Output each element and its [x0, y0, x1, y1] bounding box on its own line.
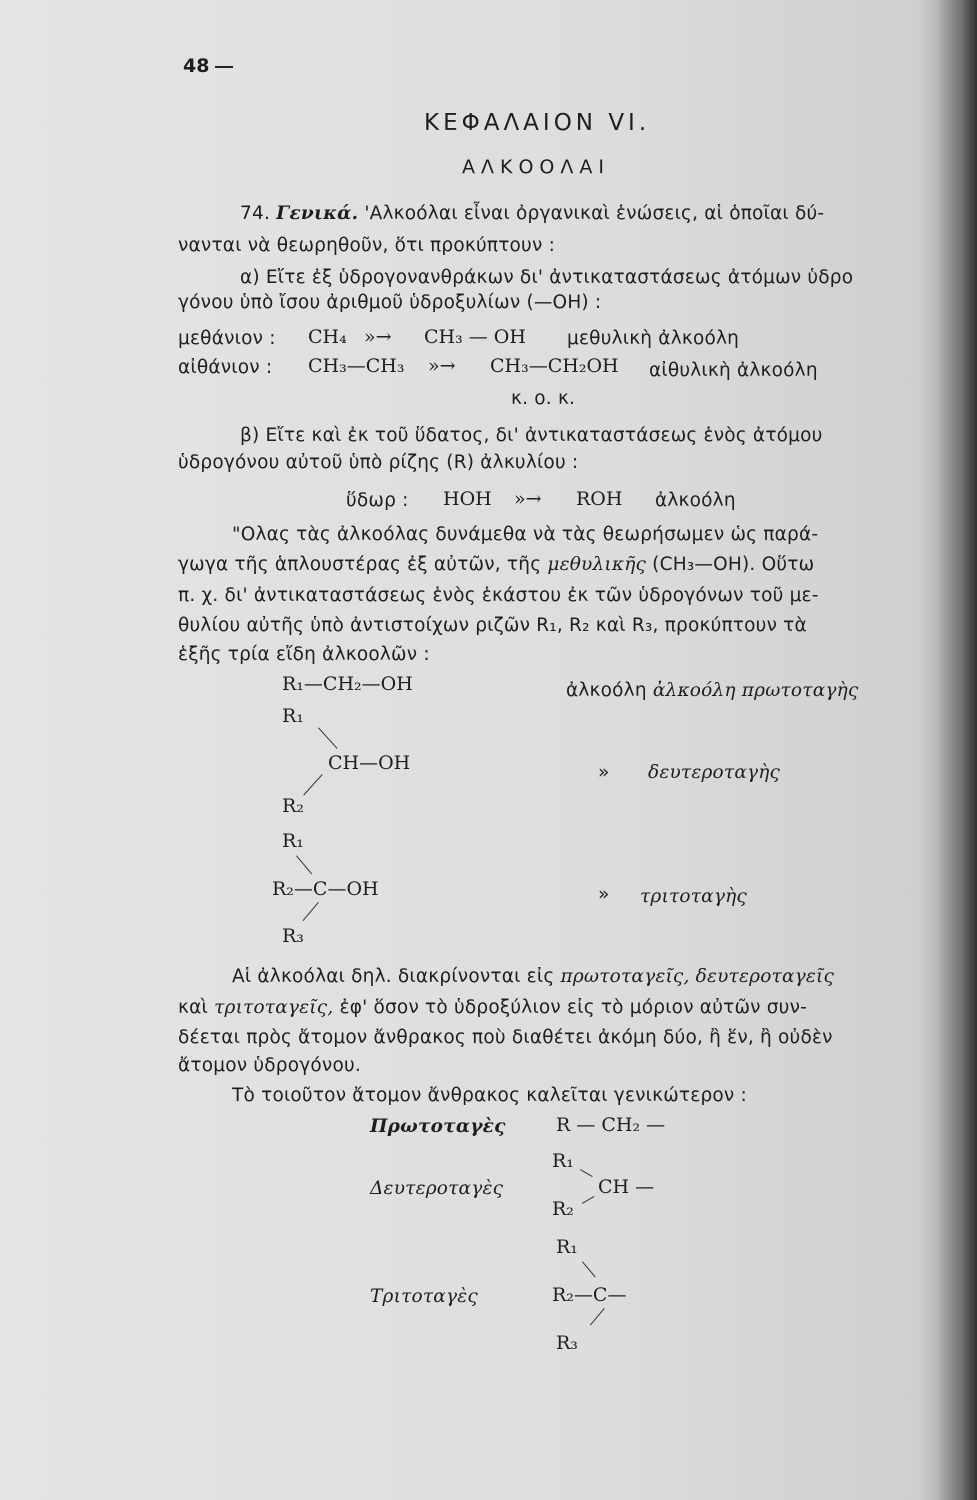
methane-formula: CH₄ [308, 326, 347, 348]
tertiary-carbon-r1: R₁ [556, 1236, 578, 1258]
primary-alcohol-formula: R₁—CH₂—OH [282, 673, 413, 695]
alcohol-name: ἀλκοόλη [655, 490, 736, 511]
tertiary-alcohol-label: τριτοταγὴς [640, 886, 747, 907]
ethanol-name: αἰθυλικὴ ἀλκοόλη [649, 360, 818, 381]
chapter-subtitle: ΑΛΚΟΟΛΑΙ [462, 156, 610, 178]
bond-line [580, 1169, 593, 1177]
secondary-carbon-r2: R₂ [552, 1198, 574, 1220]
ethanol-formula: CH₃—CH₂OH [490, 355, 619, 377]
tertiary-core: R₂—C—OH [272, 878, 379, 900]
tertiary-r3: R₃ [282, 925, 304, 947]
secondary-r2: R₂ [282, 795, 304, 817]
page-number: 48 [183, 55, 233, 77]
bond-line [582, 1261, 596, 1277]
bond-line [303, 902, 319, 921]
methanol-name: μεθυλικὴ ἀλκοόλη [567, 328, 740, 349]
methane-label: μεθάνιον : [178, 328, 276, 349]
para-b-line-2: ὑδρογόνου αὐτοῦ ὑπὸ ρίζης (R) ἀλκυλίου : [178, 452, 579, 473]
tertiary-r1: R₁ [282, 830, 304, 852]
para-a-line-1: α) Εἴτε ἐξ ὑδρογονανθράκων δι' ἀντικαταστάσεως ἀτόμων ὑδρο [240, 267, 854, 288]
secondary-carbon-r1: R₁ [552, 1150, 574, 1172]
bond-line [303, 774, 322, 795]
para-a-line-2: γόνου ὑπὸ ἴσου ἀριθμοῦ ὑδροξυλίων (—ΟΗ) : [178, 292, 602, 313]
ethane-formula: CH₃—CH₃ [308, 355, 405, 377]
section-intro-text: 'Αλκοόλαι εἶναι ὀργανικαὶ ἑνώσεις, αἱ ὁποῖαι δύ- [364, 203, 825, 224]
tertiary-carbon-r3: R₃ [556, 1332, 578, 1354]
chapter-title: ΚΕΦΑΛΑΙΟΝ VI. [424, 110, 651, 136]
ethane-label: αἰθάνιον : [178, 357, 273, 378]
ditto-mark: » [598, 762, 610, 783]
bond-line [318, 727, 337, 748]
section-intro-line-1 [240, 203, 824, 224]
para-d-line-2: καὶ τριτοταγεῖς, ἐφ' ὅσον τὸ ὑδροξύλιον εἰς τὸ μόριον αὐτῶν συν- [178, 997, 807, 1018]
tertiary-carbon-core: R₂—C— [552, 1284, 627, 1306]
para-d-line-3: δέεται πρὸς ἄτομον ἄνθρακος ποὺ διαθέτει ἀκόμη δύο, ἢ ἕν, ἢ οὐδὲν [178, 1027, 833, 1048]
para-c-line-2: γωγα τῆς ἁπλουστέρας ἐξ αὐτῶν, τῆς μεθυλικῆς (CH₃—OH). Οὕτω [178, 554, 815, 575]
para-c-line-4: θυλίου αὐτῆς ὑπὸ ἀντιστοίχων ριζῶν R₁, R₂ καὶ R₃, προκύπτουν τὰ [178, 615, 807, 636]
ditto-mark: » [598, 884, 610, 905]
secondary-carbon-name: Δευτεροταγὲς [370, 1178, 504, 1199]
methanol-formula: CH₃ — OH [424, 326, 526, 348]
para-d-line-4: ἄτομον ὑδρογόνου. [178, 1055, 361, 1076]
secondary-r1: R₁ [282, 705, 304, 727]
etc-text: κ. ο. κ. [511, 388, 576, 409]
secondary-carbon-core: CH — [598, 1176, 655, 1198]
alcohol-word: ἀλκοόλη [566, 680, 647, 701]
section-intro-line-2: νανται νὰ θεωρηθοῦν, ὅτι προκύπτουν : [178, 235, 556, 256]
bond-line [296, 855, 312, 874]
para-c-line-3: π. χ. δι' ἀντικαταστάσεως ἑνὸς ἑκάστου ἐκ τῶν ὑδρογόνων τοῦ με- [178, 585, 819, 606]
secondary-alcohol-label: δευτεροταγὴς [648, 762, 781, 783]
para-d-line-1: Αἱ ἀλκοόλαι δηλ. διακρίνονται εἰς πρωτοταγεῖς, δευτεροταγεῖς [232, 966, 835, 987]
para-c-line-5: ἑξῆς τρία εἴδη ἀλκοολῶν : [178, 644, 430, 665]
para-c-line-1: "Ολας τὰς ἀλκοόλας δυνάμεθα νὰ τὰς θεωρήσωμεν ὡς παρά- [232, 524, 819, 545]
page-spine-shadow [937, 0, 977, 1500]
alcohol-formula: ROH [576, 488, 623, 510]
section-number: 74. [240, 203, 271, 224]
tertiary-carbon-name: Τριτοταγὲς [370, 1286, 478, 1307]
reaction-arrow: »→ [514, 488, 542, 510]
primary-carbon-name: Πρωτοταγὲς [370, 1116, 506, 1137]
section-heading: Γενικά. [276, 203, 359, 224]
primary-carbon-formula: R — CH₂ — [556, 1114, 666, 1136]
para-b-line-1: β) Εἴτε καὶ ἐκ τοῦ ὕδατος, δι' ἀντικαταστάσεως ἑνὸς ἀτόμου [240, 425, 823, 446]
bond-line [582, 1196, 595, 1204]
reaction-arrow: »→ [428, 355, 456, 377]
water-label: ὕδωρ : [346, 490, 409, 511]
primary-alcohol-label: ἀλκοόλη ἀλκοόλη πρωτοταγὴς [566, 680, 859, 701]
reaction-arrow: »→ [364, 326, 392, 348]
bond-line [590, 1308, 605, 1325]
secondary-core: CH—OH [328, 752, 411, 774]
methyl-italic: μεθυλικῆς [547, 554, 647, 575]
para-e: Τὸ τοιοῦτον ἄτομον ἄνθρακος καλεῖται γενικώτερον : [232, 1085, 747, 1106]
water-formula: HOH [443, 488, 492, 510]
